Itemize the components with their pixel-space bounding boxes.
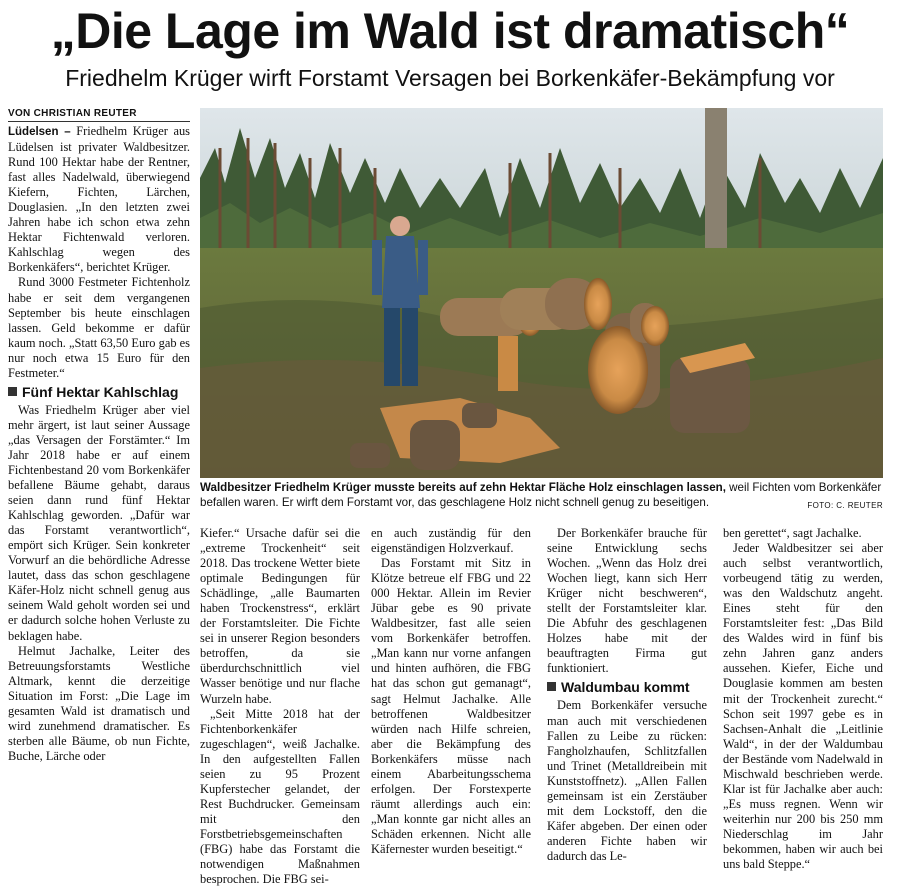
- forest-photo: [200, 108, 883, 478]
- subheadline: Friedhelm Krüger wirft Forstamt Versagen bei Borkenkäfer-Bekämpfung vor: [65, 65, 835, 91]
- subheading: Fünf Hektar Kahlschlag: [8, 384, 190, 401]
- paragraph: Rund 3000 Festmeter Fichtenholz habe er seit dem vergangenen September bis heute einschlagen lassen. Geld bekomme er dafür kaum noch. „Statt 63,50 Euro gab es nur noch etwa 15 Euro für den Festmeter.“: [8, 275, 190, 380]
- article-column-5: [723, 526, 883, 872]
- paragraph: Kiefer.“ Ursache dafür sei die „extreme Trockenheit“ seit 2018. Das trockene Wetter biete optimale Bedingungen für Schädlinge, „alle Baumarten haben Trockenstress“, erklärt der Forstamtsleiter. Die Fichte sei in unserer Region besonders betroffen, da sie überdurchschnittlich viel Wasser benötige und nur flache Wurzeln habe.: [200, 526, 360, 706]
- article-column-2: [200, 526, 360, 887]
- photo-credit: FOTO: C. REUTER: [807, 501, 883, 510]
- paragraph: ben gerettet“, sagt Jachalke.: [723, 526, 862, 540]
- article-column-3: [371, 526, 531, 868]
- paragraph: Jeder Waldbesitzer sei aber auch selbst verantwortlich, vorbeugend tätig zu werden, was den Waldschutz angeht. Eines steht für den Forstamtsleiter fest: „Das Bild des Waldes wird in fünf bis zehn Jahren ganz anders aussehen. Kiefer, Eiche und Douglasie kommen am besten mit der Trockenheit zurecht.“ Schon seit 1997 gebe es in Sachsen-Anhalt die „Leitlinie Wald“, in der der Waldumbau der Bestände vom Nadelwald in Mischwald beschrieben werde. Klar ist für Jachalke aber auch: „Es muss regnen. Wenn wir weiterhin nur 200 bis 250 mm Niederschlag im Jahr bekommen, haben wir auch bei uns bald Steppe.“: [723, 541, 883, 872]
- square-bullet-icon: [547, 682, 556, 691]
- paragraph: „Seit Mitte 2018 hat der Fichtenborkenkäfer zugeschlagen“, weiß Jachalke. In den aufgestellten Fallen seien zu 95 Prozent Kupferstecher gelandet, der Rest Buchdrucker. Gemeinsam mit den Forstbetriebsgemeinschaften (FBG) habe das Forstamt die notwendigen Maßnahmen besprochen. Die FBG sei-: [200, 706, 360, 887]
- article-column-4: [547, 526, 707, 868]
- subheading: Waldumbau kommt: [547, 679, 707, 696]
- caption-bold: Waldbesitzer Friedhelm Krüger musste bereits auf zehn Hektar Fläche Holz einschlagen lassen,: [200, 481, 726, 494]
- paragraph: Das Forstamt mit Sitz in Klötze betreue elf FBG und 22 000 Hektar. Allein im Revier Jübar gebe es 90 private Waldbesitzer, fast alle seien vom Borkenkäfer betroffen. „Man kann nur vorne anfangen und hinten aufhören, die FBG hat das schon gut gemanagt“, sagt Helmut Jachalke. Alle betroffenen Waldbesitzer würden nach Hilfe schreien, aber die Bekämpfung des Borkenkäfers müsse nach einem Abarbeitungsschema erfolgen. Der Forstexperte räumt allerdings auch ein: „Man konnte gar nicht alles an Schäden erkennen. Nicht alle Käfernester wurden beseitigt.“: [371, 556, 531, 856]
- square-bullet-icon: [8, 387, 17, 396]
- caption-text: weil Fichten vom Borkenkäfer befallen waren. Er wirft dem Forstamt vor, das geschlagene Holz nicht schnell genug zu beseitigen.: [200, 481, 882, 509]
- paragraph: Was Friedhelm Krüger aber viel mehr ärgert, ist laut seiner Aussage „das Versagen der Forstämter.“ Im Jahr 2018 habe er auf einem Fichtenbestand 20 vom Borkenkäfer befallene Bäume gehabt, daraus seien dann rund fünf Hektar Kahlschlag geworden. „Dafür war das Forstamt verantwortlich“, empört sich Krüger. Sein konkreter Vorwurf an die behördliche Adresse lautet, dass das schon geschlagene Käfer-Holz nicht schnell genug aus seinem Wald geholt worden sei und er dadurch solche hohen Verluste zu beklagen habe.: [8, 402, 190, 643]
- byline: VON CHRISTIAN REUTER: [8, 108, 190, 122]
- paragraph: Der Borkenkäfer brauche für seine Entwicklung sechs Wochen. „Wenn das Holz drei Wochen liegt, kann sich Herr Krüger nicht beschweren“, stellt der Forstamtsleiter klar. Die Abfuhr des geschlagenen Holzes habe mit der beauftragten Firma gut funktioniert.: [547, 526, 707, 676]
- paragraph: Dem Borkenkäfer versuche man auch mit verschiedenen Fallen zu Leibe zu rücken: Fangholzhaufen, Schlitzfallen und Trinet (Metalldreibein mit Kunststoffnetz). „Allen Fallen gemeinsam ist ein Zerstäuber mit dem Lockstoff, den die Käfer abgeben. Der einen oder anderen Fichte haben wir dadurch das Le-: [547, 698, 707, 863]
- paragraph: en auch zuständig für den eigenständigen Holzverkauf.: [371, 526, 531, 556]
- lead-paragraph: Lüdelsen – Friedhelm Krüger aus Lüdelsen ist privater Waldbesitzer. Rund 100 Hektar habe der Rentner, fast alles Nadelwald, überwiegend Kiefern, Fichten, Lärchen, Douglasien. „In den letzten zwei Jahren habe ich schon etwa zehn Hektar Fichtenwald verloren. Kahlschlag wegen des Borkenkäfers“, berichtet Krüger.: [8, 124, 190, 275]
- dateline: Lüdelsen –: [8, 126, 71, 138]
- article-column-1: [8, 124, 190, 868]
- headline: „Die Lage im Wald ist dramatisch“: [50, 3, 850, 59]
- photo-caption: [200, 480, 883, 513]
- paragraph: Helmut Jachalke, Leiter des Betreuungsforstamts Westliche Altmark, kennt die derzeitige Situation im Forst: „Die Lage im gesamten Wald ist dramatisch und wird zunehmend dramatischer. Es sterben alle Bäume, ob nun Fichte, Buche, Lärche oder: [8, 643, 190, 763]
